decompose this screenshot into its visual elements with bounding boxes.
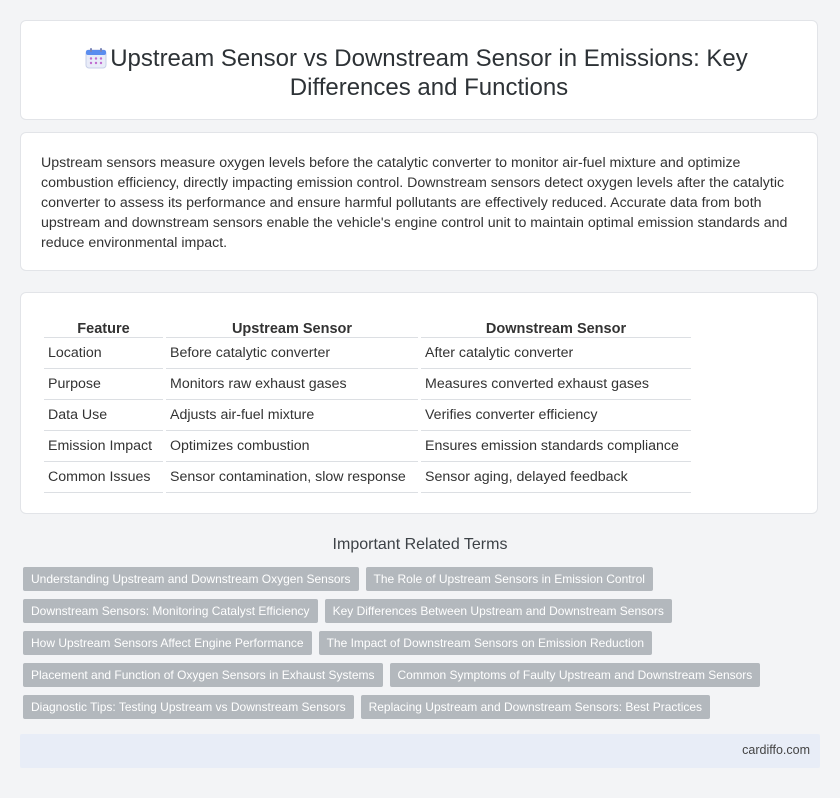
tag-row xyxy=(23,631,813,655)
footer-site-link[interactable]: cardiffo.com xyxy=(742,743,810,757)
table-row xyxy=(44,462,691,493)
related-term-link[interactable]: How Upstream Sensors Affect Engine Performance xyxy=(23,631,312,655)
tag-row xyxy=(23,695,813,719)
header-upstream: Upstream Sensor xyxy=(166,315,418,338)
related-term-link[interactable]: Downstream Sensors: Monitoring Catalyst Efficiency xyxy=(23,599,318,623)
table-cell: Optimizes combustion xyxy=(166,431,418,462)
related-term-link[interactable]: The Impact of Downstream Sensors on Emission Reduction xyxy=(319,631,652,655)
header-feature: Feature xyxy=(44,315,163,338)
table-cell: Location xyxy=(44,338,163,369)
footer xyxy=(20,734,820,768)
related-term-link[interactable]: The Role of Upstream Sensors in Emission Control xyxy=(366,567,653,591)
tag-row xyxy=(23,663,813,687)
related-term-link[interactable]: Diagnostic Tips: Testing Upstream vs Downstream Sensors xyxy=(23,695,354,719)
comparison-card xyxy=(20,292,818,514)
table-row xyxy=(44,431,691,462)
table-row xyxy=(44,369,691,400)
related-term-link[interactable]: Replacing Upstream and Downstream Sensors: Best Practices xyxy=(361,695,710,719)
table-cell: Common Issues xyxy=(44,462,163,493)
table-cell: Sensor aging, delayed feedback xyxy=(421,462,691,493)
related-term-link[interactable]: Understanding Upstream and Downstream Oxygen Sensors xyxy=(23,567,359,591)
table-row xyxy=(44,400,691,431)
table-cell: Measures converted exhaust gases xyxy=(421,369,691,400)
related-term-link[interactable]: Key Differences Between Upstream and Downstream Sensors xyxy=(325,599,672,623)
related-term-link[interactable]: Common Symptoms of Faulty Upstream and Downstream Sensors xyxy=(390,663,761,687)
related-terms-title: Important Related Terms xyxy=(332,536,508,553)
related-terms-list xyxy=(23,567,813,727)
table-cell: Emission Impact xyxy=(44,431,163,462)
table-cell: Purpose xyxy=(44,369,163,400)
tag-row xyxy=(23,567,813,591)
header-card xyxy=(20,20,818,120)
table-cell: After catalytic converter xyxy=(421,338,691,369)
table-cell: Monitors raw exhaust gases xyxy=(166,369,418,400)
intro-text: Upstream sensors measure oxygen levels before the catalytic converter to monitor air-fuel mixture and optimize combustion efficiency, directly impacting emission control. Downstream sensors detect oxygen levels after the catalytic converter to assess its performance and ensure harmful pollutants are effectively reduced. Accurate data from both upstream and downstream sensors enable the vehicle's engine control unit to maintain optimal emission standards and reduce environmental impact. xyxy=(41,155,788,251)
table-header-row xyxy=(44,315,691,338)
related-term-link[interactable]: Placement and Function of Oxygen Sensors in Exhaust Systems xyxy=(23,663,383,687)
table-cell: Sensor contamination, slow response xyxy=(166,462,418,493)
header-downstream: Downstream Sensor xyxy=(421,315,691,338)
table-cell: Before catalytic converter xyxy=(166,338,418,369)
table-cell: Verifies converter efficiency xyxy=(421,400,691,431)
table-cell: Ensures emission standards compliance xyxy=(421,431,691,462)
page-title: Upstream Sensor vs Downstream Sensor in Emissions: Key Differences and Functions xyxy=(110,45,748,101)
tag-row xyxy=(23,599,813,623)
comparison-table xyxy=(44,315,691,493)
title-wrap xyxy=(81,44,777,102)
table-cell: Data Use xyxy=(44,400,163,431)
table-cell: Adjusts air-fuel mixture xyxy=(166,400,418,431)
intro-card xyxy=(20,132,818,271)
table-row xyxy=(44,338,691,369)
